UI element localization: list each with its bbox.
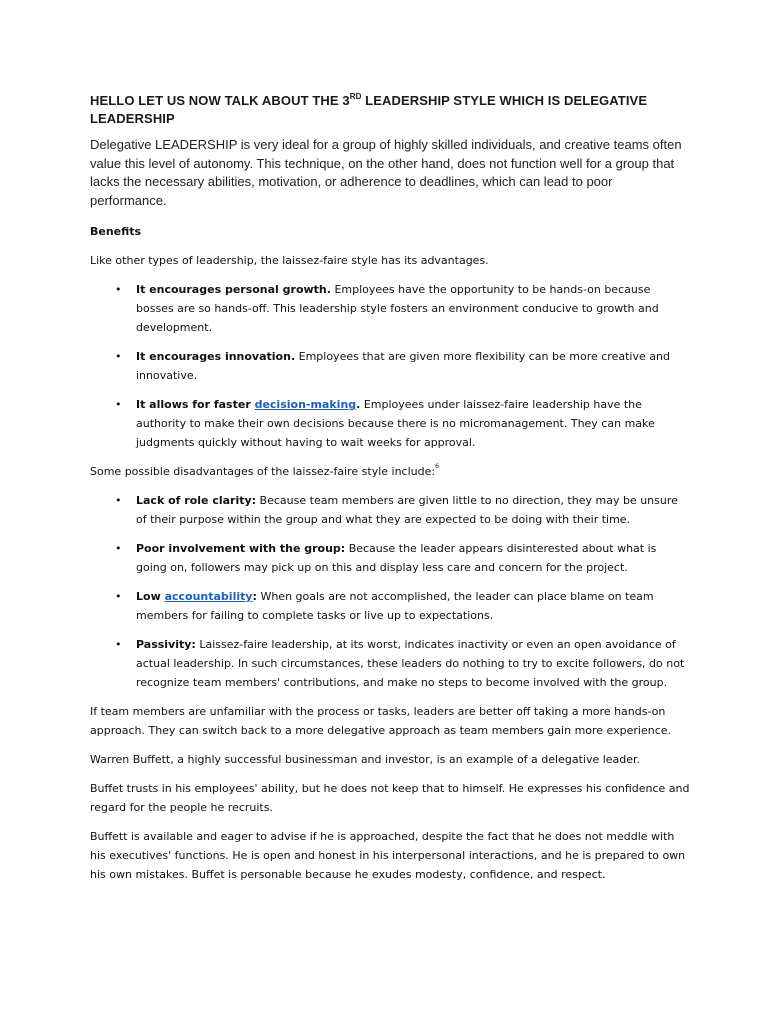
paragraph-buffet-trust: Buffet trusts in his employees' ability, but he does not keep that to himself. He expresses his confidence and regard for the people he recruits. xyxy=(90,782,690,814)
benefit-bold: It allows for faster xyxy=(136,398,255,411)
disadvantage-item-role-clarity xyxy=(90,491,690,529)
benefits-list xyxy=(90,280,690,452)
title-text-end: LEADERSHIP STYLE WHICH IS DELEGATIVE LEADERSHIP xyxy=(90,93,648,126)
decision-making-link[interactable]: decision-making xyxy=(254,398,357,411)
disadvantages-list xyxy=(90,491,690,692)
benefit-text: Employees that are given more flexibility can be more creative and innovative. xyxy=(136,350,670,382)
disadvantage-text: Laissez-faire leadership, at its worst, indicates inactivity or even an open avoidance of actual leadership. In such circumstances, these leaders do nothing to try to excite followers, do not recognize team members' contributions, and make no steps to become involved with the group. xyxy=(136,638,685,689)
benefit-item-personal-growth xyxy=(90,280,690,337)
accountability-link[interactable]: accountability xyxy=(164,590,253,603)
disadvantage-bold: Lack of role clarity: xyxy=(136,494,257,507)
footnote-marker[interactable]: 6 xyxy=(435,463,439,471)
disadvantage-bold: Poor involvement with the group: xyxy=(136,542,346,555)
paragraph-hands-on: If team members are unfamiliar with the process or tasks, leaders are better off taking a more hands-on approach. They can switch back to a more delegative approach as team members gain more experience. xyxy=(90,705,672,737)
bullet-icon: • xyxy=(115,398,122,411)
paragraph-buffett-example: Warren Buffett, a highly successful businessman and investor, is an example of a delegative leader. xyxy=(90,753,641,766)
benefit-bold: It encourages innovation. xyxy=(136,350,296,363)
disadvantage-bold-punct: : xyxy=(252,590,257,603)
paragraph-buffett-advice: Buffett is available and eager to advise if he is approached, despite the fact that he does not meddle with his executives' functions. He is open and honest in his interpersonal interactions, and he is prepared to own his own mistakes. Buffet is personable because he exudes modesty, confidence, and respect. xyxy=(90,830,686,881)
bullet-icon: • xyxy=(115,542,122,555)
page-title xyxy=(90,92,690,128)
benefit-text: Employees under laissez-faire leadership have the authority to make their own decisions because there is no micromanagement. They can make judgments quickly without having to wait weeks for approval. xyxy=(136,398,655,449)
disadvantage-text: Because the leader appears disinterested about what is going on, followers may pick up on this and display less care and concern for the project. xyxy=(136,542,657,574)
document-body xyxy=(90,222,690,884)
document-page xyxy=(90,92,690,894)
intro-paragraph: Delegative LEADERSHIP is very ideal for a group of highly skilled individuals, and creative teams often value this level of autonomy. This technique, on the other hand, does not function well for a group that lacks the necessary abilities, motivation, or adherence to deadlines, which can lead to poor performance. xyxy=(90,137,682,208)
disadvantage-text: Because team members are given little to no direction, they may be unsure of their purpose within the group and what they are expected to be doing with their time. xyxy=(136,494,678,526)
disadvantage-bold: Low xyxy=(136,590,165,603)
bullet-icon: • xyxy=(115,283,122,296)
bullet-icon: • xyxy=(115,494,122,507)
bullet-icon: • xyxy=(115,350,122,363)
bullet-icon: • xyxy=(115,590,122,603)
disadvantages-lead-text: Some possible disadvantages of the laissez-faire style include: xyxy=(90,465,436,478)
benefit-text: Employees have the opportunity to be hands-on because bosses are so hands-off. This leadership style fosters an environment conducive to growth and development. xyxy=(136,283,659,334)
benefits-heading: Benefits xyxy=(90,225,142,238)
disadvantage-item-accountability xyxy=(90,587,690,625)
title-text-start: HELLO LET US NOW TALK ABOUT THE 3 xyxy=(90,93,350,108)
disadvantage-text: When goals are not accomplished, the leader can place blame on team members for failing to complete tasks or live up to expectations. xyxy=(136,590,654,622)
disadvantages-lead xyxy=(90,462,690,481)
benefit-bold: It encourages personal growth. xyxy=(136,283,331,296)
title-superscript: RD xyxy=(349,91,362,101)
benefit-item-innovation xyxy=(90,347,690,385)
benefits-lead: Like other types of leadership, the laissez-faire style has its advantages. xyxy=(90,254,489,267)
disadvantage-item-passivity xyxy=(90,635,690,692)
disadvantage-bold: Passivity: xyxy=(136,638,196,651)
bullet-icon: • xyxy=(115,638,122,651)
benefit-bold-punct: . xyxy=(356,398,361,411)
benefit-item-decision-making xyxy=(90,395,690,452)
disadvantage-item-poor-involvement xyxy=(90,539,690,577)
